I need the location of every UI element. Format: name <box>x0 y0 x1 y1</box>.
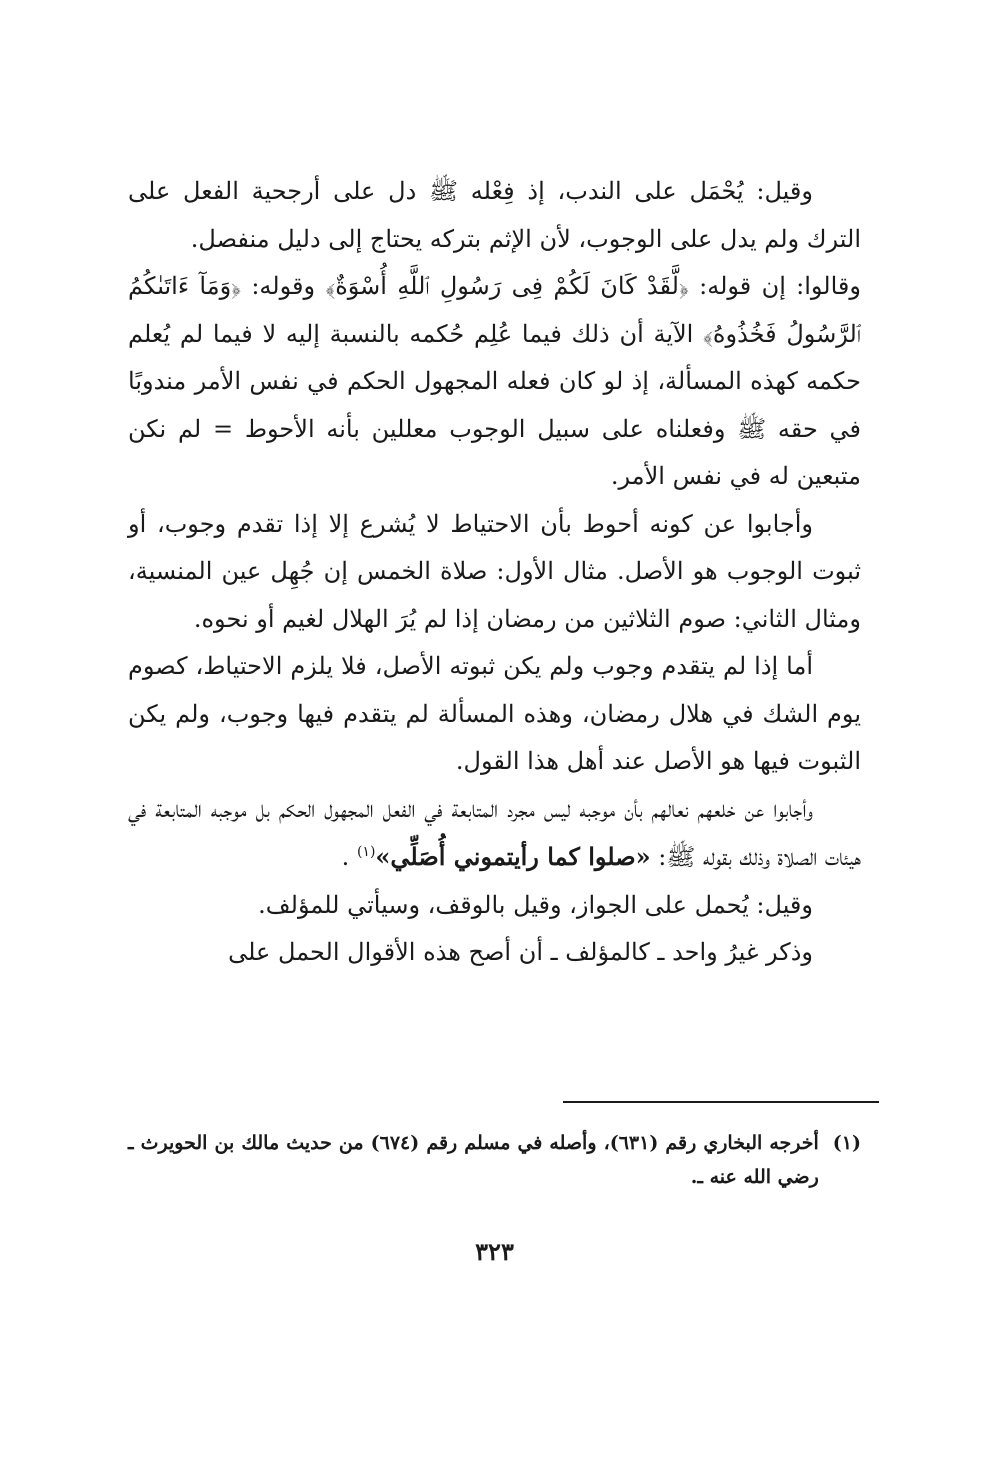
paragraph-5 <box>128 786 861 882</box>
main-text <box>128 168 861 977</box>
paragraph-3: وأجابوا عن كونه أحوط بأن الاحتياط لا يُشرع إلا إذا تقدم وجوب، أو ثبوت الوجوب هو الأصل. مثال الأول: صلاة الخمس إن جُهِل عين المنسية، ومثال الثاني: صوم الثلاثين من رمضان إذا لم يُرَ الهلال لغيم أو نحوه. <box>128 509 861 633</box>
footnote-divider <box>563 1101 879 1103</box>
paragraph-5-end: . <box>341 843 350 871</box>
paragraph-1: وقيل: يُحْمَل على الندب، إذ فِعْله ﷺ دل على أرجحية الفعل على الترك ولم يدل على الوجوب، لأن الإثم بتركه يحتاج إلى دليل منفصل. <box>128 177 861 253</box>
footnote-1 <box>128 1126 861 1194</box>
footnote-reference: (١) <box>356 844 376 860</box>
footnote-marker: (١) <box>832 1132 861 1154</box>
paragraph-4: أما إذا لم يتقدم وجوب ولم يكن ثبوته الأصل، فلا يلزم الاحتياط، كصوم يوم الشك في هلال رمضان، وهذه المسألة لم يتقدم فيها وجوب، ولم يكن الثبوت فيها هو الأصل عند أهل هذا القول. <box>128 652 861 775</box>
paragraph-6: وقيل: يُحمل على الجواز، وقيل بالوقف، وسيأتي للمؤلف. <box>258 890 813 919</box>
paragraph-5-lead: وأجابوا عن خلعهم نعالهم بأن موجبه ليس مجرد المتابعة في الفعل المجهول الحكم بل موجبه المتابعة في هيئات الصلاة وذلك بقوله ﷺ: <box>128 794 861 871</box>
paragraph-7: وذكر غيرُ واحد ـ كالمؤلف ـ أن أصح هذه الأقوال الحمل على <box>228 938 813 966</box>
footnote-text: أخرجه البخاري رقم (٦٣١)، وأصله في مسلم رقم (٦٧٤) من حديث مالك بن الحويرث ـ رضي الله عنه ـ. <box>128 1132 819 1188</box>
paragraph-2: وقالوا: إن قوله: ﴿لَّقَدْ كَانَ لَكُمْ فِى رَسُولِ ٱللَّهِ أُسْوَةٌ﴾ وقوله: ﴿وَمَآ ءَاتَىٰكُمُ ٱلرَّسُولُ فَخُذُوهُ﴾ الآية أن ذلك فيما عُلِم حُكمه بالنسبة إليه لا فيما لم يُعلم حكمه كهذه المسألة، إذ لو كان فعله المجهول الحكم في نفس الأمر مندوبًا في حقه ﷺ وفعلناه على سبيل الوجوب معللين بأنه الأحوط = لم نكن متبعين له في نفس الأمر. <box>128 272 861 490</box>
page-number: ٣٢٣ <box>475 1237 514 1266</box>
hadith-quote: «صلوا كما رأيتموني أُصَلِّي» <box>375 842 651 871</box>
footnotes <box>128 1126 861 1194</box>
